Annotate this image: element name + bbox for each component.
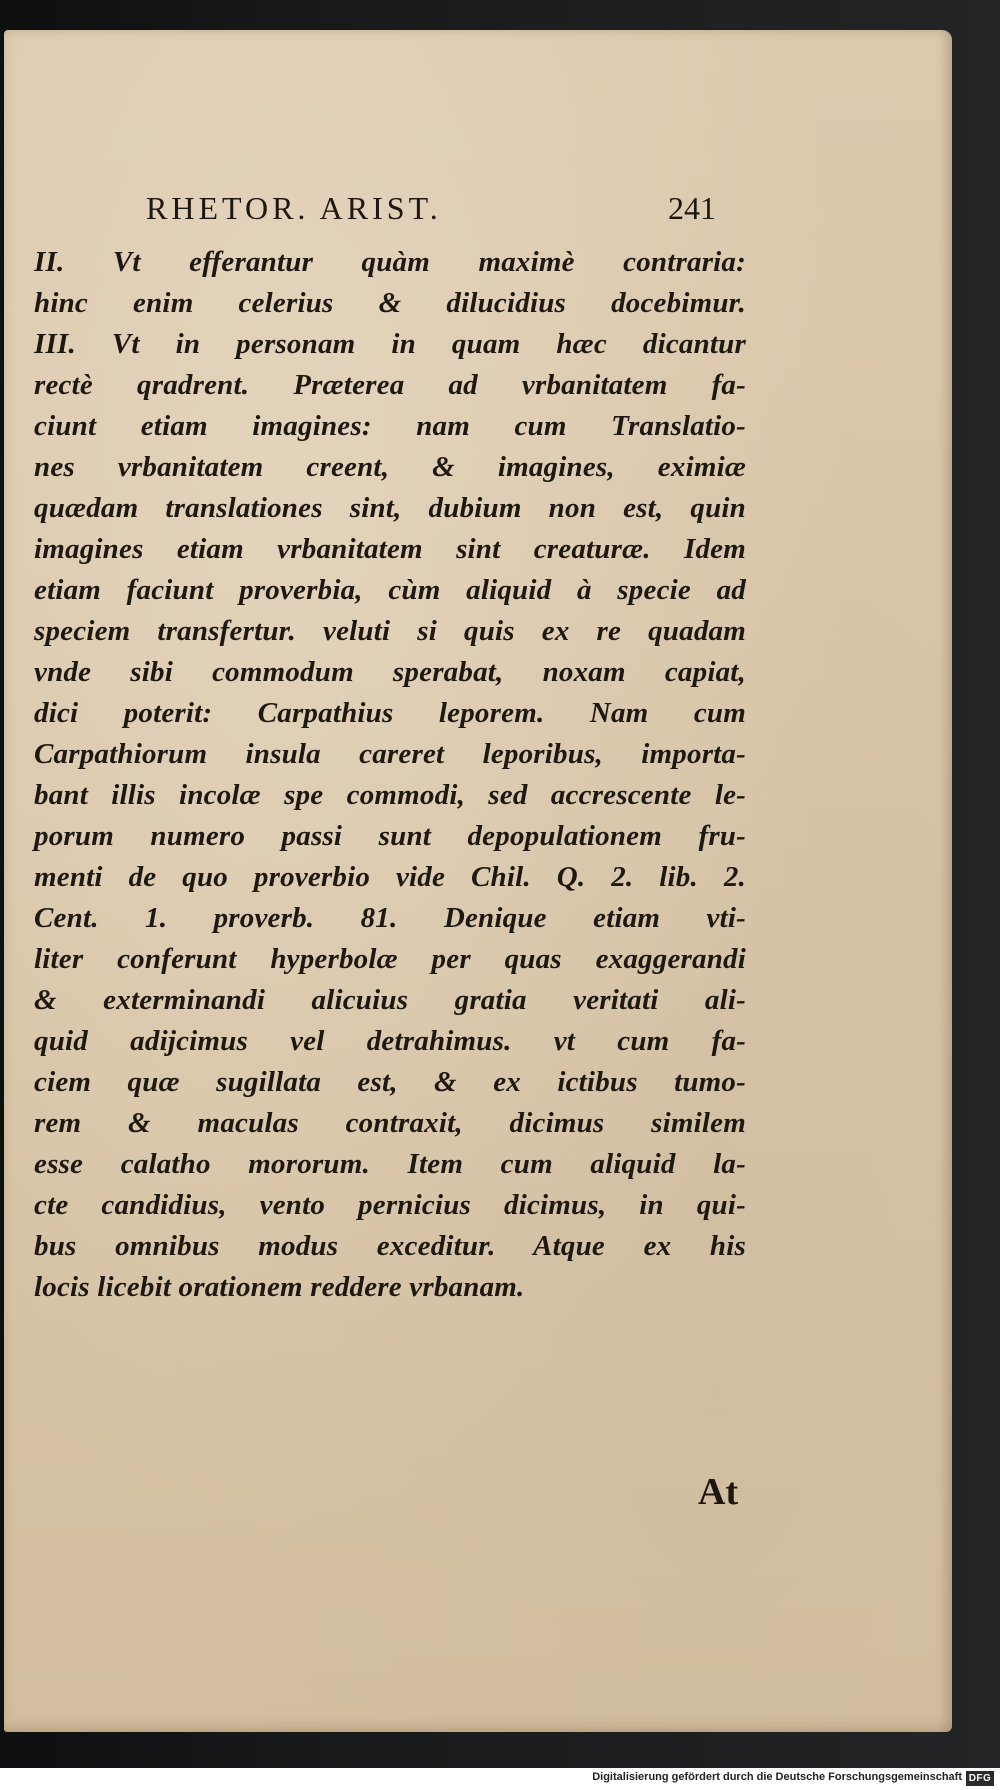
text-line: locis licebit orationem reddere vrbanam. (34, 1271, 525, 1303)
text-line: menti de quo proverbio vide Chil. Q. 2. lib. 2. (34, 861, 746, 893)
catchword: At (698, 1471, 739, 1513)
text-line: quædam translationes sint, dubium non est, quin (34, 492, 746, 524)
text-line: & exterminandi alicuius gratia veritati ali- (34, 984, 746, 1016)
funding-credit: Digitalisierung gefördert durch die Deutsche Forschungsgemeinschaft (592, 1771, 962, 1783)
dfg-logo-icon: DFG (966, 1771, 994, 1786)
text-line: Cent. 1. proverb. 81. Denique etiam vti- (34, 902, 746, 934)
text-line: rem & maculas contraxit, dicimus similem (34, 1107, 746, 1139)
text-line: bus omnibus modus exceditur. Atque ex his (34, 1230, 746, 1262)
text-line: rectè qradrent. Præterea ad vrbanitatem fa- (34, 369, 746, 401)
text-line: etiam faciunt proverbia, cùm aliquid à specie ad (34, 574, 746, 606)
text-line: II. Vt efferantur quàm maximè contraria: (34, 246, 746, 278)
text-line: dici poterit: Carpathius leporem. Nam cum (34, 697, 746, 729)
text-line: speciem transfertur. veluti si quis ex re quadam (34, 615, 746, 647)
text-line: imagines etiam vrbanitatem sint creaturæ. Idem (34, 533, 746, 565)
book-page (4, 30, 952, 1732)
text-line: vnde sibi commodum sperabat, noxam capiat, (34, 656, 746, 688)
text-line: ciem quæ sugillata est, & ex ictibus tumo- (34, 1066, 746, 1098)
text-line: Carpathiorum insula careret leporibus, importa- (34, 738, 746, 770)
text-line: III. Vt in personam in quam hæc dicantur (34, 328, 746, 360)
text-line: quid adijcimus vel detrahimus. vt cum fa- (34, 1025, 746, 1057)
text-line: cte candidius, vento pernicius dicimus, in qui- (34, 1189, 746, 1221)
digitization-footer (0, 1768, 1000, 1790)
text-line: porum numero passi sunt depopulationem fru- (34, 820, 746, 852)
text-line: hinc enim celerius & dilucidius docebimur. (34, 287, 746, 319)
text-line: esse calatho mororum. Item cum aliquid la- (34, 1148, 746, 1180)
page-number: 241 (668, 190, 716, 226)
text-line: nes vrbanitatem creent, & imagines, eximiæ (34, 451, 746, 483)
text-line: liter conferunt hyperbolæ per quas exaggerandi (34, 943, 746, 975)
text-line: ciunt etiam imagines: nam cum Translatio- (34, 410, 746, 442)
text-line: bant illis incolæ spe commodi, sed accrescente le- (34, 779, 746, 811)
running-head: RHETOR. ARIST. (146, 190, 442, 226)
page-header (146, 190, 716, 234)
body-text (34, 242, 746, 1308)
